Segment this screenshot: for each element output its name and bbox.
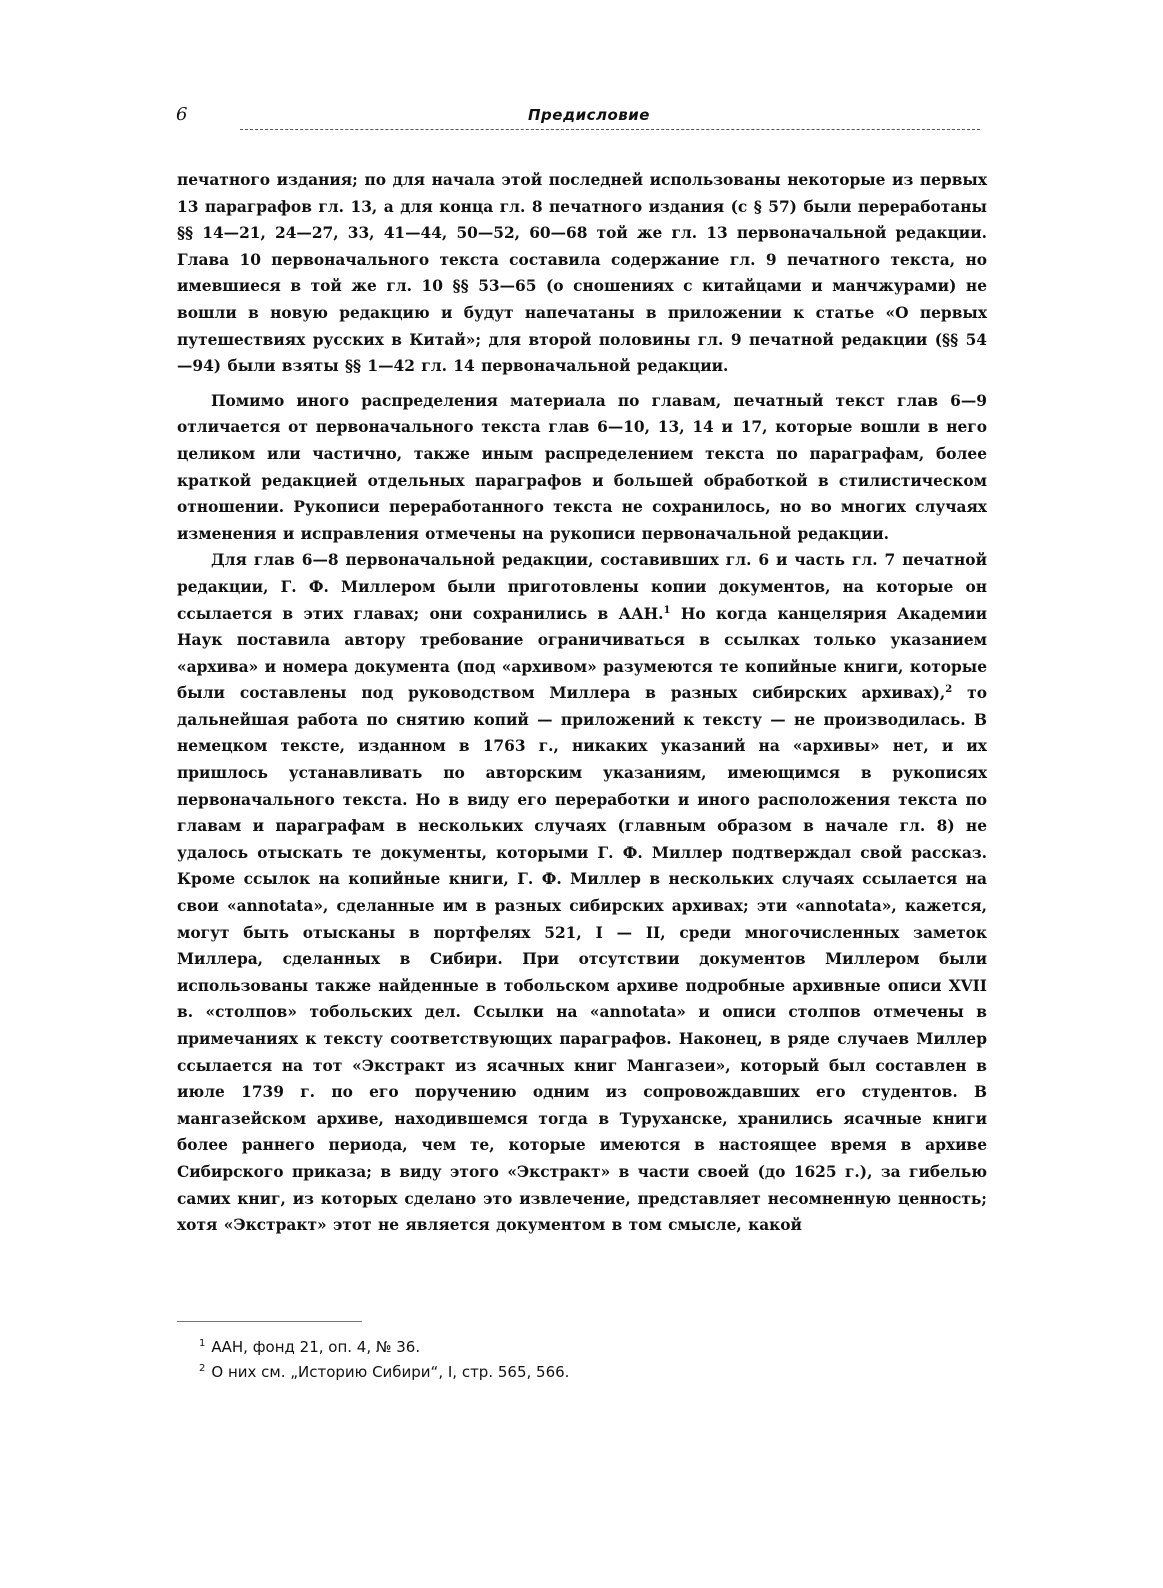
paragraph-documents-part-b: Но когда канцелярия Академии Наук поставила автору требование ограничиваться в ссылках только указанием «архива» и номера документа (под «архивом» разумеются те копийные книги, которые были составлены под руководством Миллера в разных сибирских архивах), <box>177 604 987 703</box>
paragraph-documents-part-a: Для глав 6—8 первоначальной редакции, составивших гл. 6 и часть гл. 7 печатной редакции, Г. Ф. Миллером были приготовлены копии документов, на которые он ссылается в этих главах; они сохранились в ААН. <box>177 551 987 623</box>
footnote-1 <box>199 1333 569 1358</box>
footnote-2-text: О них см. „Историю Сибири“, I, стр. 565, 566. <box>211 1363 570 1381</box>
body-text <box>177 167 987 1239</box>
footnote-2-mark: 2 <box>199 1363 206 1374</box>
running-title: Предисловие <box>528 106 650 124</box>
page-number: 6 <box>176 104 188 125</box>
footnote-1-mark: 1 <box>199 1338 206 1349</box>
footnote-ref-1: 1 <box>663 604 671 616</box>
header-rule <box>240 129 980 130</box>
footnote-ref-2: 2 <box>945 684 953 696</box>
paragraph-continuation: печатного издания; по для начала этой последней использованы некоторые из первых 13 параграфов гл. 13, а для конца гл. 8 печатного издания (с § 57) были переработаны §§ 14—21, 24—27, 33, 41—44, 50—52, 60—68 той же гл. 13 первоначальной редакции. Глава 10 первоначального текста составила содержание гл. 9 печатного текста, но имевшиеся в той же гл. 10 §§ 53—65 (о сношениях с китайцами и манчжурами) не вошли в новую редакцию и будут напечатаны в приложении к статье «О первых путешествиях русских в Китай»; для второй половины гл. 9 печатной редакции (§§ 54—94) были взяты §§ 1—42 гл. 14 первоначальной редакции. <box>177 171 987 376</box>
footnote-2 <box>199 1358 569 1383</box>
footnote-rule <box>177 1321 362 1322</box>
paragraph-gap <box>177 380 987 388</box>
footnotes <box>199 1333 569 1383</box>
footnote-1-text: ААН, фонд 21, оп. 4, № 36. <box>211 1338 421 1356</box>
paragraph-documents-part-c: то дальнейшая работа по снятию копий — приложений к тексту — не производилась. В немецком тексте, изданном в 1763 г., никаких указаний на «архивы» нет, и их пришлось устанавливать по авторским указаниям, имеющимся в рукописях первоначального текста. Но в виду его переработки и иного расположения текста по главам и параграфам в нескольких случаях (главным образом в начале гл. 8) не удалось отыскать те документы, которыми Г. Ф. Миллер подтверждал свой рассказ. Кроме ссылок на копийные книги, Г. Ф. Миллер в нескольких случаях ссылается на свои «annotata», сделанные им в разных сибирских архивах; эти «annotata», кажется, могут быть отысканы в портфелях 521, I — II, среди многочисленных заметок Миллера, сделанных в Сибири. При отсутствии документов Миллером были использованы также найденные в тобольском архиве подробные архивные описи XVII в. «столпов» тобольских дел. Ссылки на «annotata» и описи столпов отмечены в примечаниях к тексту соответствующих параграфов. Наконец, в ряде случаев Миллер ссылается на тот «Экстракт из ясачных книг Мангазеи», который был составлен в июле 1739 г. по его поручению одним из сопровождавших его студентов. В мангазейском архиве, находившемся тогда в Туруханске, хранились ясачные книги более раннего периода, чем те, которые имеются в настоящее время в архиве Сибирского приказа; в виду этого «Экстракт» в части своей (до 1625 г.), за гибелью самих книг, из которых сделано это извлечение, представляет несомненную ценность; хотя «Экстракт» этот не является документом в том смысле, какой <box>177 684 987 1235</box>
paragraph-documents <box>177 547 987 1238</box>
paragraph-distribution: Помимо иного распределения материала по главам, печатный текст глав 6—9 отличается от первоначального текста глав 6—10, 13, 14 и 17, которые вошли в него целиком или частично, также иным распределением текста по параграфам, более краткой редакцией отдельных параграфов и большей обработкой в стилистическом отношении. Рукописи переработанного текста не сохранилось, но во многих случаях изменения и исправления отмечены на рукописи первоначальной редакции. <box>177 391 987 543</box>
